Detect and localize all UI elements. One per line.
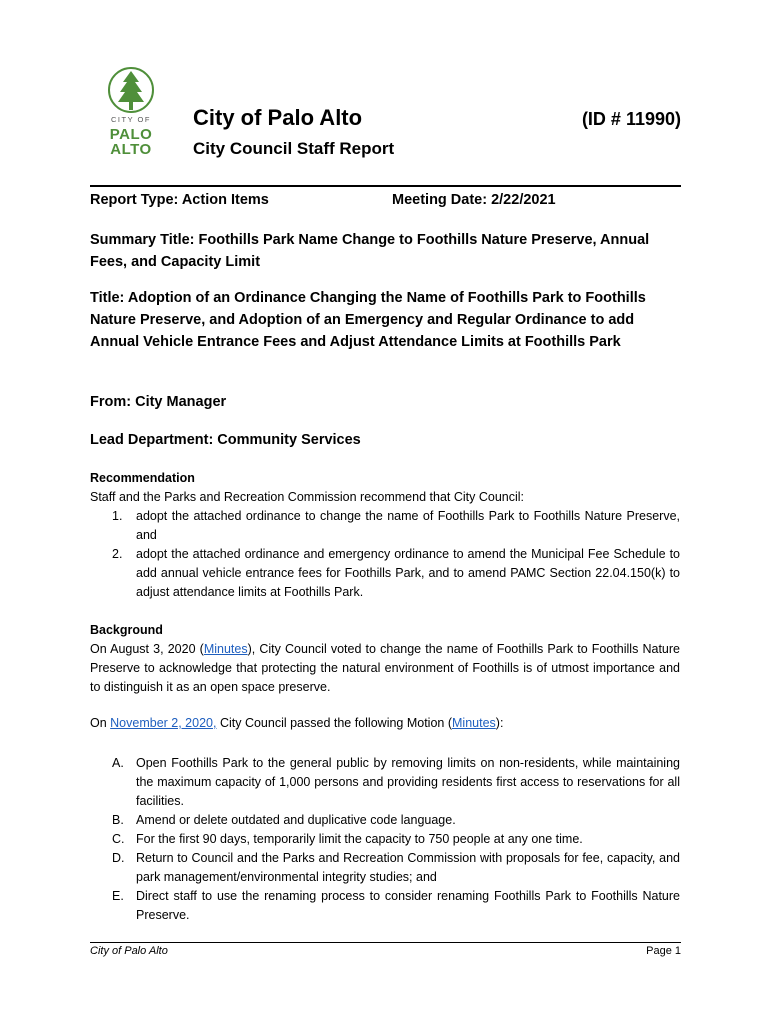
text-span: City Council passed the following Motion ( xyxy=(216,716,452,730)
list-item xyxy=(90,754,680,811)
from-line: From: City Manager xyxy=(90,394,227,410)
list-item xyxy=(90,849,680,887)
recommendation-section xyxy=(90,469,680,602)
list-item xyxy=(90,887,680,925)
tree-emblem-icon xyxy=(104,66,158,116)
report-title: Title: Adoption of an Ordinance Changing the Name of Foothills Park to Foothills Nature Preserve, and Adoption of an Emergency and Regular Ordinance to add Annual Vehicle Entrance Fees and Adjust Attendance Limits at Foothills Park xyxy=(90,290,646,350)
org-title: City of Palo Alto xyxy=(193,105,363,130)
logo-city-of-text: CITY OF xyxy=(111,115,151,124)
text-span: ): xyxy=(495,716,504,730)
motion-list xyxy=(90,754,680,925)
list-marker: 2. xyxy=(112,547,123,561)
list-marker: D. xyxy=(112,851,125,865)
november-2-2020-link[interactable]: November 2, 2020, xyxy=(110,716,217,730)
list-item-text: For the first 90 days, temporarily limit the capacity to 750 people at any one time. xyxy=(136,832,583,846)
recommendation-heading: Recommendation xyxy=(90,471,195,485)
logo-palo-text: PALO xyxy=(109,126,153,143)
background-paragraph xyxy=(90,640,680,697)
list-marker: A. xyxy=(112,756,124,770)
list-marker: B. xyxy=(112,813,124,827)
background-section xyxy=(90,621,680,697)
header-divider xyxy=(90,185,681,187)
motion-intro xyxy=(90,714,680,733)
minutes-link[interactable]: Minutes xyxy=(203,642,248,656)
background-heading: Background xyxy=(90,623,163,637)
summary-title: Summary Title: Foothills Park Name Change to Foothills Nature Preserve, Annual Fees, and Capacity Limit xyxy=(90,232,650,270)
recommendation-list xyxy=(90,507,680,602)
list-marker: E. xyxy=(112,889,124,903)
list-item-text: Open Foothills Park to the general public by removing limits on non-residents, while maintaining the maximum capacity of 1,000 persons and providing residents first access to reservations for all facilities. xyxy=(136,756,680,808)
page-number: Page 1 xyxy=(646,945,681,957)
report-subtitle: City Council Staff Report xyxy=(193,139,395,158)
list-item xyxy=(90,545,680,602)
motion-minutes-link[interactable]: Minutes xyxy=(452,716,496,730)
city-logo xyxy=(104,66,158,160)
list-item-text: adopt the attached ordinance and emergency ordinance to amend the Municipal Fee Schedule to add annual vehicle entrance fees for Foothills Park, and to amend PAMC Section 22.04.150(k) to adjust attendance limits at Foothills Park. xyxy=(136,547,680,599)
footer-org: City of Palo Alto xyxy=(90,945,168,957)
list-item-text: Amend or delete outdated and duplicative code language. xyxy=(136,813,456,827)
report-type: Report Type: Action Items xyxy=(90,192,269,208)
list-item-text: Return to Council and the Parks and Recreation Commission with proposals for fee, capacity, and park management/environmental integrity studies; and xyxy=(136,851,680,884)
logo-alto-text: ALTO xyxy=(110,141,152,158)
report-id: (ID # 11990) xyxy=(581,109,681,129)
list-item-text: Direct staff to use the renaming process to consider renaming Foothills Park to Foothills Nature Preserve. xyxy=(136,889,680,922)
list-item xyxy=(90,830,680,849)
list-item xyxy=(90,811,680,830)
text-span: On August 3, 2020 ( xyxy=(90,642,204,656)
lead-department: Lead Department: Community Services xyxy=(90,432,361,448)
list-item xyxy=(90,507,680,545)
meeting-date: Meeting Date: 2/22/2021 xyxy=(392,192,556,208)
list-marker: C. xyxy=(112,832,125,846)
list-item-text: adopt the attached ordinance to change the name of Foothills Park to Foothills Nature Preserve, and xyxy=(136,509,680,542)
text-span: ), City Council voted to change the name of Foothills Park to Foothills Nature Preserve to acknowledge that protecting the natural environment of Foothills is of utmost importance and to distinguish it as an open space preserve. xyxy=(90,642,680,694)
text-span: On xyxy=(90,716,111,730)
footer-divider xyxy=(90,942,681,943)
list-marker: 1. xyxy=(112,509,123,523)
recommendation-intro: Staff and the Parks and Recreation Commission recommend that City Council: xyxy=(90,490,524,504)
